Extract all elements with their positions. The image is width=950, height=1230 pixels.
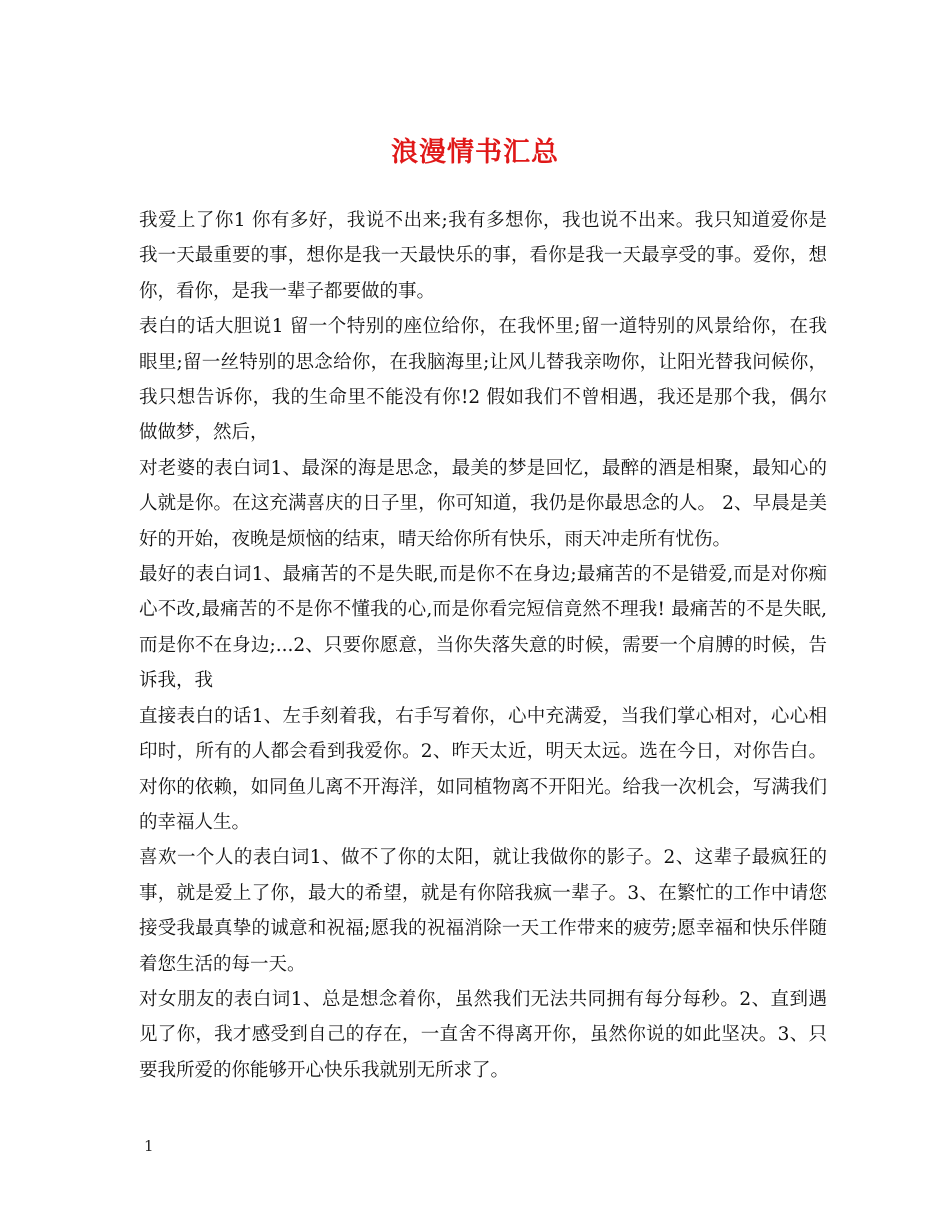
paragraph: 对老婆的表白词1、最深的海是思念，最美的梦是回忆，最醉的酒是相聚，最知心的人就是你。在这充满喜庆的日子里，你可知道，我仍是你最思念的人。 2、早晨是美好的开始，夜晚是烦恼的结束，晴天给你所有快乐，雨天冲走所有忧伤。 — [139, 457, 827, 550]
paragraph: 对女朋友的表白词1、总是想念着你，虽然我们无法共同拥有每分每秒。2、直到遇见了你，我才感受到自己的存在，一直舍不得离开你，虽然你说的如此坚决。3、只要我所爱的你能够开心快乐我就别无所求了。 — [139, 988, 827, 1081]
document-body — [139, 203, 827, 1088]
document-title: 浪漫情书汇总 — [391, 137, 559, 168]
page-number: 1 — [144, 1137, 154, 1155]
paragraph: 最好的表白词1、最痛苦的不是失眠,而是你不在身边;最痛苦的不是错爱,而是对你痴心不改,最痛苦的不是你不懂我的心,而是你看完短信竟然不理我! 最痛苦的不是失眠,而是你不在身边;...2、只要你愿意，当你失落失意的时候，需要一个肩膊的时候，告诉我，我 — [139, 564, 827, 692]
paragraph: 我爱上了你1 你有多好，我说不出来;我有多想你，我也说不出来。我只知道爱你是我一天最重要的事，想你是我一天最快乐的事，看你是我一天最享受的事。爱你，想你，看你，是我一辈子都要做的事。 — [139, 210, 827, 302]
paragraph: 直接表白的话1、左手刻着我，右手写着你，心中充满爱，当我们掌心相对，心心相印时，所有的人都会看到我爱你。2、昨天太近，明天太远。选在今日，对你告白。对你的依赖，如同鱼儿离不开海洋，如同植物离不开阳光。给我一次机会，写满我们的幸福人生。 — [139, 705, 827, 833]
paragraph: 喜欢一个人的表白词1、做不了你的太阳，就让我做你的影子。2、这辈子最疯狂的事，就是爱上了你，最大的希望，就是有你陪我疯一辈子。3、在繁忙的工作中请您接受我最真挚的诚意和祝福;愿我的祝福消除一天工作带来的疲劳;愿幸福和快乐伴随着您生活的每一天。 — [139, 847, 827, 975]
paragraph: 表白的话大胆说1 留一个特别的座位给你，在我怀里;留一道特别的风景给你，在我眼里;留一丝特别的思念给你，在我脑海里;让风儿替我亲吻你，让阳光替我问候你，我只想告诉你，我的生命里不能没有你!2 假如我们不曾相遇，我还是那个我，偶尔做做梦，然后， — [139, 316, 827, 444]
